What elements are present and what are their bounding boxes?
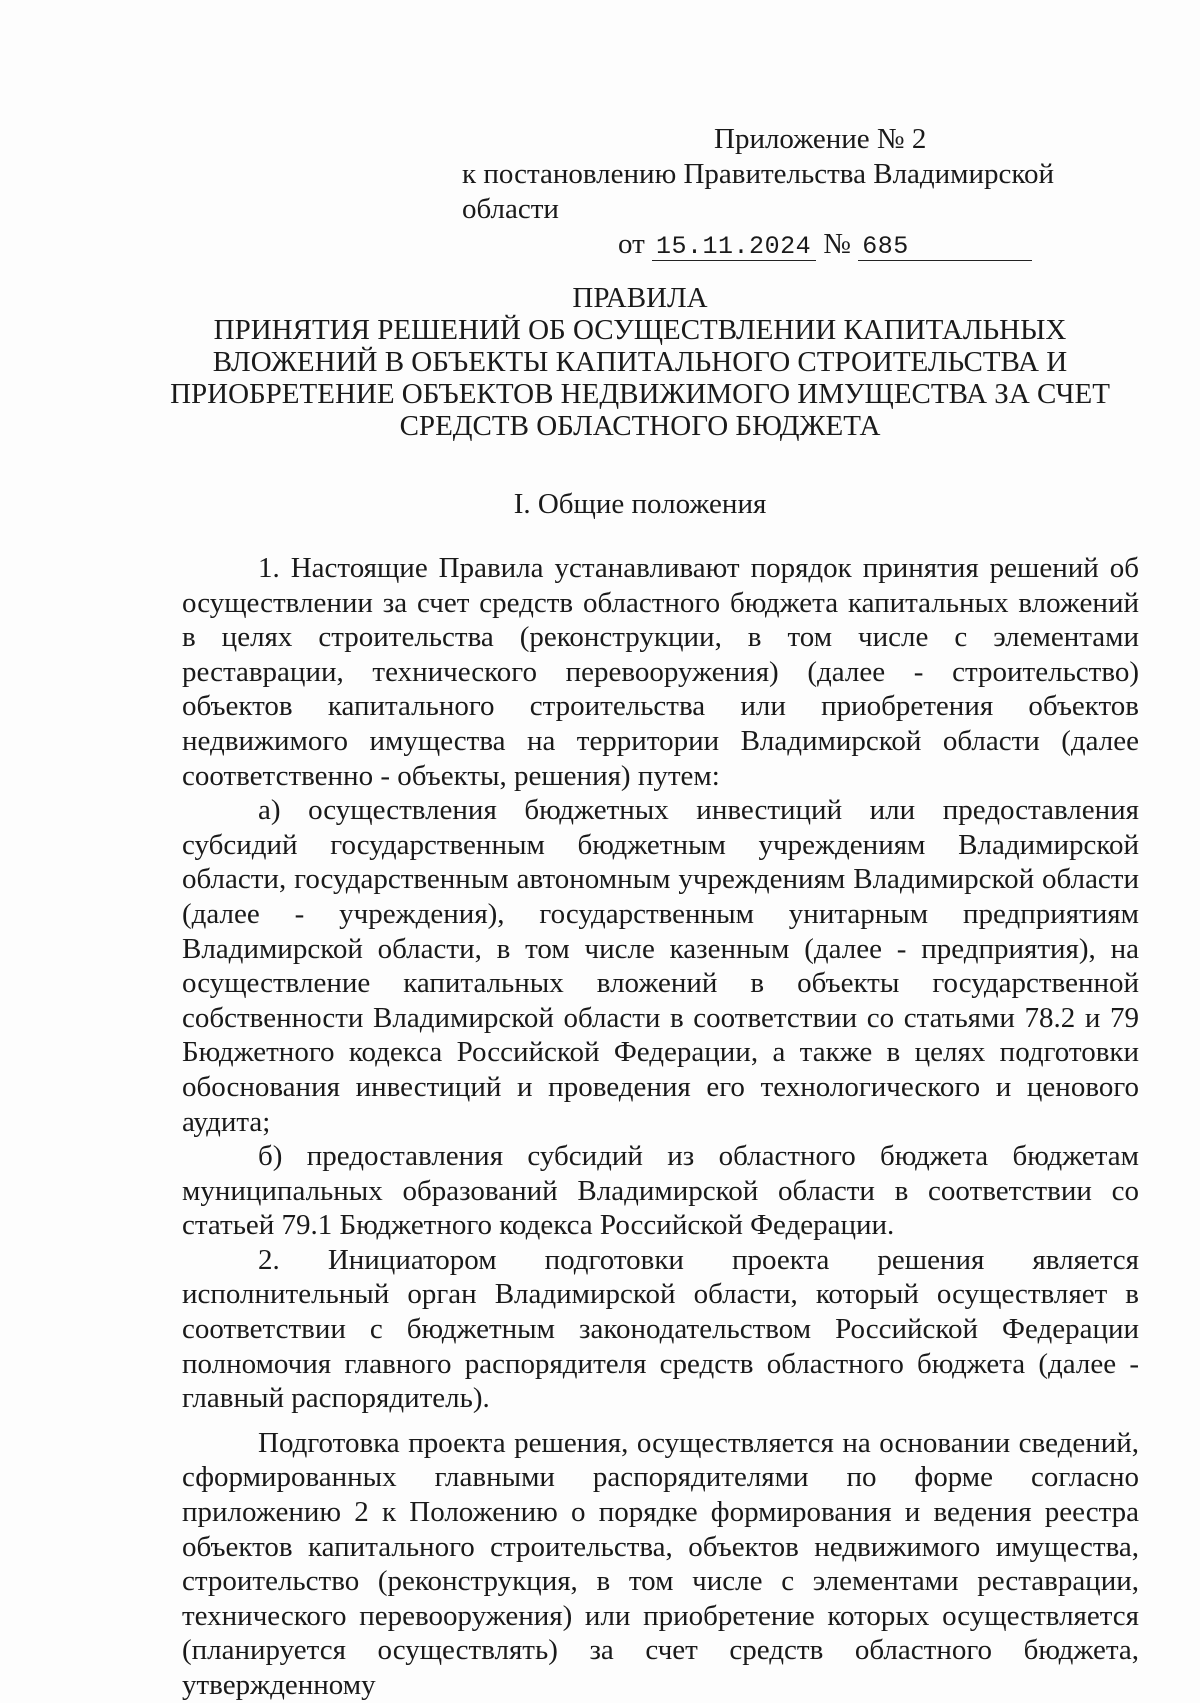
section-heading: I. Общие положения: [513, 488, 767, 520]
paragraph-2: 2. Инициатором подготовки проекта решения является исполнительный орган Владимирской области, который осуществляет в соответствии с бюджетным законодательством Российской Федерации полномочия главного распорядителя средств областного бюджета (далее - главный распорядитель).: [182, 1243, 1139, 1415]
decree-number-field: [858, 231, 1032, 261]
decree-date: 15.11.2024: [656, 232, 812, 261]
document-body: [182, 551, 1139, 1703]
paragraph-1a: а) осуществления бюджетных инвестиций или предоставления субсидий государственным бюджетным учреждениям Владимирской области, государственным автономным учреждениям Владимирской области (далее - учреждения), государственным унитарным предприятиям Владимирской области, в том числе казенным (далее - предприятия), на осуществление капитальных вложений в объекты государственной собственности Владимирской области в соответствии со статьями 78.2 и 79 Бюджетного кодекса Российской Федерации, а также в целях подготовки обоснования инвестиций и проведения его технологического и ценового аудита;: [182, 794, 1139, 1138]
title-line: ВЛОЖЕНИЙ В ОБЪЕКТЫ КАПИТАЛЬНОГО СТРОИТЕЛЬСТВА И: [212, 346, 1068, 378]
appendix-reference: к постановлению Правительства Владимирской области: [462, 158, 1055, 225]
from-label: от: [618, 228, 645, 260]
document-title: [160, 282, 1120, 442]
paragraph-1: 1. Настоящие Правила устанавливают порядок принятия решений об осуществлении за счет средств областного бюджета капитальных вложений в целях строительства (реконструкции, в том числе с элементами реставрации, технического перевооружения) (далее - строительство) объектов капитального строительства или приобретения объектов недвижимого имущества на территории Владимирской области (далее соответственно - объекты, решения) путем:: [182, 552, 1139, 792]
paragraph-3: Подготовка проекта решения, осуществляется на основании сведений, сформированных главными распорядителями по форме согласно приложению 2 к Положению о порядке формирования и ведения реестра объектов капитального строительства, объектов недвижимого имущества, строительство (реконструкция, в том числе с элементами реставрации, технического перевооружения) или приобретение которых осуществляется (планируется осуществлять) за счет средств областного бюджета, утвержденному: [182, 1426, 1139, 1701]
title-line: ПРИОБРЕТЕНИЕ ОБЪЕКТОВ НЕДВИЖИМОГО ИМУЩЕСТВА ЗА СЧЕТ: [170, 378, 1110, 410]
appendix-date-line: [420, 227, 1120, 262]
title-line: СРЕДСТВ ОБЛАСТНОГО БЮДЖЕТА: [399, 410, 881, 442]
decree-number: 685: [862, 232, 909, 261]
paragraph-1b: б) предоставления субсидий из областного бюджета бюджетам муниципальных образований Владимирской области в соответствии со статьей 79.1 Бюджетного кодекса Российской Федерации.: [182, 1140, 1139, 1242]
title-line: ПРИНЯТИЯ РЕШЕНИЙ ОБ ОСУЩЕСТВЛЕНИИ КАПИТАЛЬНЫХ: [213, 314, 1067, 346]
title-line: ПРАВИЛА: [572, 282, 708, 314]
decree-date-field: [652, 231, 816, 261]
number-sign: №: [823, 228, 851, 260]
appendix-header: [420, 122, 1120, 262]
appendix-number: Приложение № 2: [714, 123, 927, 155]
